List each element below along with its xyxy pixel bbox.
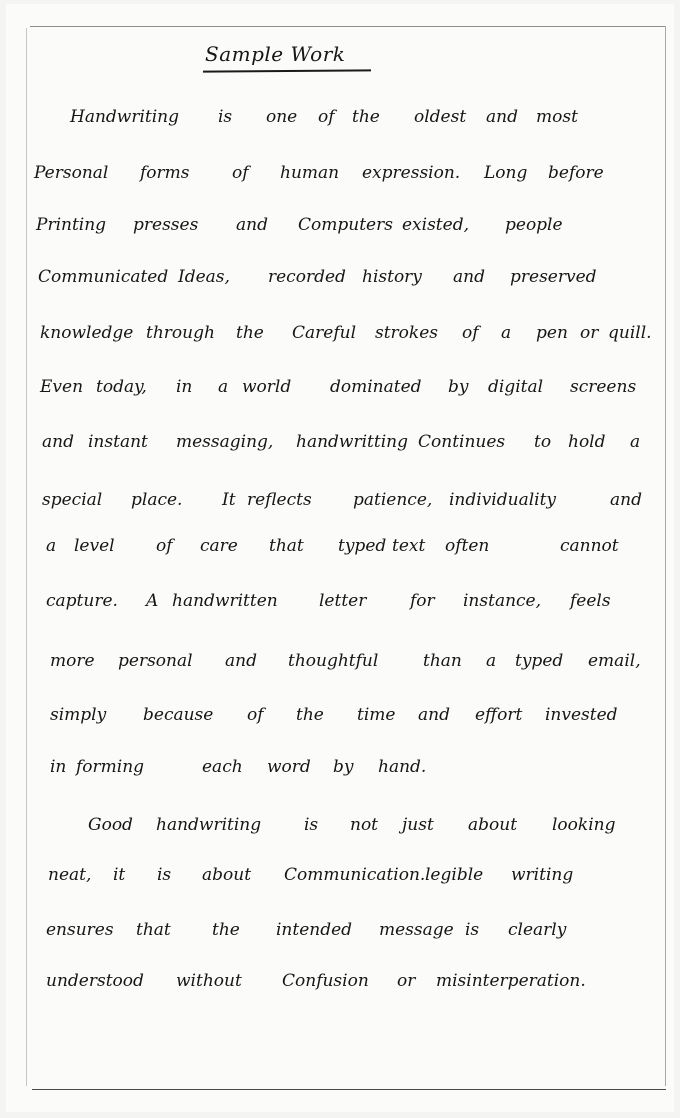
handwritten-word: a [218,377,229,397]
handwritten-word: often [445,536,490,556]
handwritten-word: that [269,536,304,556]
handwritten-word: or [397,971,416,991]
handwritten-word: forming [76,757,145,777]
handwritten-word: text [392,536,426,556]
handwritten-word: It [222,490,236,510]
handwritten-word: writing [511,865,574,885]
handwritten-word: before [548,163,604,183]
handwritten-word: instant [88,432,148,452]
handwritten-word: one [266,107,298,127]
handwritten-word: feels [570,591,611,611]
handwritten-word: strokes [375,323,439,343]
handwritten-word: Computers [298,215,393,235]
handwritten-word: or [580,323,599,343]
handwritten-word: word [267,757,311,777]
handwritten-word: time [357,705,396,725]
handwritten-word: knowledge [40,323,134,343]
handwritten-word: Personal [34,163,109,183]
handwritten-word: each [202,757,243,777]
handwritten-word: a [630,432,641,452]
handwritten-word: patience, [353,490,433,510]
handwritten-word: by [333,757,354,777]
text-line [0,318,680,348]
handwritten-word: a [46,536,57,556]
handwritten-word: reflects [247,490,312,510]
handwritten-word: care [200,536,238,556]
page-title: Sample Work [205,42,346,66]
handwritten-word: clearly [508,920,567,940]
handwritten-word: people [505,215,563,235]
handwritten-word: message [379,920,454,940]
handwritten-word: and [225,651,257,671]
handwritten-word: not [350,815,379,835]
page-bottom-edge [32,1089,666,1090]
handwritten-word: the [212,920,240,940]
handwritten-word: typed [515,651,564,671]
handwritten-word: just [402,815,434,835]
handwritten-word: Even [40,377,84,397]
handwritten-word: recorded [268,267,346,287]
handwritten-word: and [42,432,74,452]
text-line [0,915,680,945]
handwritten-word: looking [552,815,616,835]
text-line [0,700,680,730]
handwritten-word: Communication. [284,865,426,885]
text-line [0,102,680,132]
handwritten-word: Confusion [282,971,369,991]
handwritten-word: about [468,815,518,835]
handwritten-word: A [146,591,159,611]
handwritten-word: Continues [418,432,506,452]
handwritten-word: a [486,651,497,671]
handwritten-word: letter [319,591,367,611]
handwritten-word: and [418,705,450,725]
handwritten-word: is [465,920,480,940]
handwritten-word: special [42,490,103,510]
handwritten-word: of [247,705,264,725]
handwritten-word: expression. [362,163,461,183]
handwritten-word: because [143,705,214,725]
handwritten-word: existed, [402,215,469,235]
handwritten-word: instance, [463,591,542,611]
handwritten-word: screens [570,377,637,397]
text-line [0,372,680,402]
text-line [0,531,680,561]
handwritten-word: world [242,377,292,397]
handwritten-word: in [50,757,67,777]
handwritten-word: neat, [48,865,92,885]
handwritten-word: history [362,267,422,287]
handwritten-word: most [536,107,578,127]
handwritten-word: hold [568,432,606,452]
handwritten-word: Careful [292,323,357,343]
handwritten-word: email, [588,651,641,671]
handwritten-word: human [280,163,340,183]
handwritten-word: it [113,865,126,885]
handwritten-word: the [236,323,264,343]
text-line [0,262,680,292]
handwritten-word: Ideas, [178,267,230,287]
handwritten-word: of [232,163,249,183]
handwritten-word: forms [140,163,190,183]
handwritten-word: typed [338,536,387,556]
handwritten-word: legible [425,865,484,885]
handwritten-word: quill. [608,323,652,343]
handwritten-word: than [423,651,462,671]
handwritten-word: individuality [449,490,557,510]
handwritten-word: and [453,267,485,287]
handwritten-word: that [136,920,171,940]
handwritten-word: Long [484,163,528,183]
handwritten-word: handwriting [156,815,262,835]
handwritten-word: without [176,971,242,991]
handwritten-word: misinterperation. [436,971,586,991]
handwritten-word: in [176,377,193,397]
handwritten-word: is [304,815,319,835]
handwritten-word: of [462,323,479,343]
handwritten-word: digital [488,377,544,397]
handwritten-word: Handwriting [70,107,180,127]
text-line [0,158,680,188]
handwritten-word: about [202,865,252,885]
handwritten-word: capture. [46,591,118,611]
handwritten-word: level [74,536,115,556]
handwritten-word: for [410,591,435,611]
handwritten-word: and [486,107,518,127]
handwritten-word: place. [131,490,183,510]
handwritten-word: handwritten [172,591,278,611]
handwritten-word: to [534,432,552,452]
handwritten-word: dominated [330,377,422,397]
handwritten-word: the [296,705,324,725]
handwritten-word: understood [46,971,144,991]
text-line [0,586,680,616]
handwritten-word: effort [475,705,523,725]
handwritten-word: is [218,107,233,127]
handwritten-word: today, [96,377,147,397]
handwritten-word: hand. [378,757,427,777]
handwritten-word: messaging, [176,432,274,452]
handwritten-word: Good [88,815,133,835]
handwritten-word: personal [118,651,193,671]
handwritten-word: simply [50,705,107,725]
page-top-edge [30,26,666,27]
handwritten-word: is [157,865,172,885]
text-line [0,646,680,676]
text-line [0,752,680,782]
text-line [0,485,680,515]
handwritten-word: pen [536,323,568,343]
handwritten-word: thoughtful [288,651,379,671]
text-line [0,210,680,240]
text-line [0,860,680,890]
text-line [0,427,680,457]
handwritten-word: by [448,377,469,397]
handwritten-word: more [50,651,95,671]
handwritten-word: ensures [46,920,114,940]
handwritten-word: a [501,323,512,343]
handwritten-word: Communicated [38,267,169,287]
handwritten-word: invested [545,705,618,725]
handwritten-word: of [156,536,173,556]
handwritten-word: Printing [36,215,107,235]
handwritten-word: and [610,490,642,510]
handwritten-word: cannot [560,536,619,556]
handwritten-word: the [352,107,380,127]
handwritten-word: of [318,107,335,127]
handwritten-word: intended [276,920,353,940]
handwritten-word: and [236,215,268,235]
handwritten-word: preserved [510,267,597,287]
handwritten-word: oldest [414,107,467,127]
text-line [0,810,680,840]
handwritten-word: through [146,323,215,343]
handwritten-word: presses [133,215,199,235]
handwritten-word: handwritting [296,432,408,452]
text-line [0,966,680,996]
